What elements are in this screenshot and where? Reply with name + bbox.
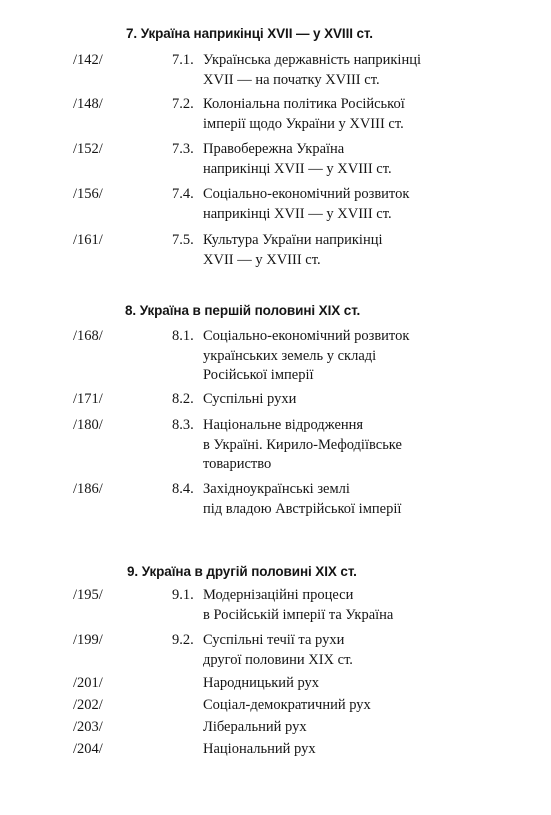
entry-title-line: товариство bbox=[203, 456, 272, 472]
entry-number: 7.4. bbox=[172, 186, 194, 202]
entry-title-line: Російської імперії bbox=[203, 367, 314, 383]
entry-title-line: Національне відродження bbox=[203, 417, 364, 433]
entry-title-line: в Україні. Кирило-Мефодіївське bbox=[203, 436, 402, 453]
page-number: /168/ bbox=[73, 328, 103, 344]
entry-title-line: XVII — у XVIII ст. bbox=[203, 251, 321, 268]
entry-number: 9.1. bbox=[172, 587, 194, 603]
entry-number: 7.1. bbox=[172, 52, 194, 68]
entry-number: 8.1. bbox=[172, 328, 194, 344]
entry-title-line: Правобережна Україна bbox=[203, 141, 345, 157]
page-number: /171/ bbox=[73, 391, 103, 407]
entry-title bbox=[203, 51, 543, 90]
page-number: /202/ bbox=[73, 697, 103, 713]
page-number: /180/ bbox=[73, 417, 103, 433]
entry-title-line: Народницький рух bbox=[203, 675, 320, 691]
page-number: /199/ bbox=[73, 632, 103, 648]
entry-number: 7.2. bbox=[172, 96, 194, 112]
entry-title-line: Західноукраїнські землі bbox=[203, 481, 350, 497]
page-number: /203/ bbox=[73, 719, 103, 735]
entry-number: 8.3. bbox=[172, 417, 194, 433]
entry-title-line: Соціально-економічний розвиток bbox=[203, 328, 410, 344]
entry-title bbox=[203, 390, 543, 410]
page-number: /142/ bbox=[73, 52, 103, 68]
entry-title-line: Українська державність наприкінці bbox=[203, 52, 422, 68]
entry-title bbox=[203, 95, 543, 134]
entry-title-line: Соціал-демократичний рух bbox=[203, 697, 371, 713]
entry-title-line: Культура України наприкінці bbox=[203, 232, 383, 248]
entry-title bbox=[203, 185, 543, 224]
page-number: /201/ bbox=[73, 675, 103, 691]
entry-title bbox=[203, 718, 543, 738]
section-title-8: 8. Україна в першій половині XIX ст. bbox=[125, 303, 361, 318]
entry-number: 9.2. bbox=[172, 632, 194, 648]
page-number: /161/ bbox=[73, 232, 103, 248]
page-number: /152/ bbox=[73, 141, 103, 157]
entry-title-line: Соціально-економічний розвиток bbox=[203, 186, 410, 202]
entry-title bbox=[203, 140, 543, 179]
entry-title bbox=[203, 696, 543, 716]
entry-title bbox=[203, 416, 543, 475]
entry-title bbox=[203, 480, 543, 519]
entry-number: 8.2. bbox=[172, 391, 194, 407]
entry-title bbox=[203, 740, 543, 760]
entry-title-line: другої половини XIX ст. bbox=[203, 651, 353, 668]
entry-number: 7.3. bbox=[172, 141, 194, 157]
entry-number: 8.4. bbox=[172, 481, 194, 497]
page-number: /195/ bbox=[73, 587, 103, 603]
entry-title-line: Колоніальна політика Російської bbox=[203, 96, 405, 112]
entry-title-line: наприкінці XVII — у XVIII ст. bbox=[203, 205, 392, 222]
entry-title bbox=[203, 327, 543, 386]
entry-title-line: Суспільні течії та рухи bbox=[203, 632, 345, 648]
entry-number: 7.5. bbox=[172, 232, 194, 248]
page-number: /186/ bbox=[73, 481, 103, 497]
entry-title-line: Національний рух bbox=[203, 741, 316, 757]
entry-title bbox=[203, 231, 543, 270]
entry-title-line: наприкінці XVII — у XVIII ст. bbox=[203, 160, 392, 177]
section-title-9: 9. Україна в другій половині XIX ст. bbox=[127, 564, 357, 579]
entry-title-line: українських земель у складі bbox=[203, 347, 377, 364]
page-number: /148/ bbox=[73, 96, 103, 112]
entry-title-line: під владою Австрійської імперії bbox=[203, 500, 402, 517]
entry-title-line: Суспільні рухи bbox=[203, 391, 297, 407]
entry-title-line: Модернізаційні процеси bbox=[203, 587, 354, 603]
entry-title bbox=[203, 631, 543, 670]
section-title-7: 7. Україна наприкінці XVII — у XVIII ст. bbox=[126, 26, 373, 41]
entry-title-line: Ліберальний рух bbox=[203, 719, 307, 735]
entry-title bbox=[203, 674, 543, 694]
page-number: /204/ bbox=[73, 741, 103, 757]
entry-title-line: імперії щодо України у XVIII ст. bbox=[203, 115, 404, 132]
entry-title-line: XVII — на початку XVIII ст. bbox=[203, 71, 380, 88]
entry-title bbox=[203, 586, 543, 625]
entry-title-line: в Російській імперії та Україна bbox=[203, 606, 394, 623]
page-number: /156/ bbox=[73, 186, 103, 202]
